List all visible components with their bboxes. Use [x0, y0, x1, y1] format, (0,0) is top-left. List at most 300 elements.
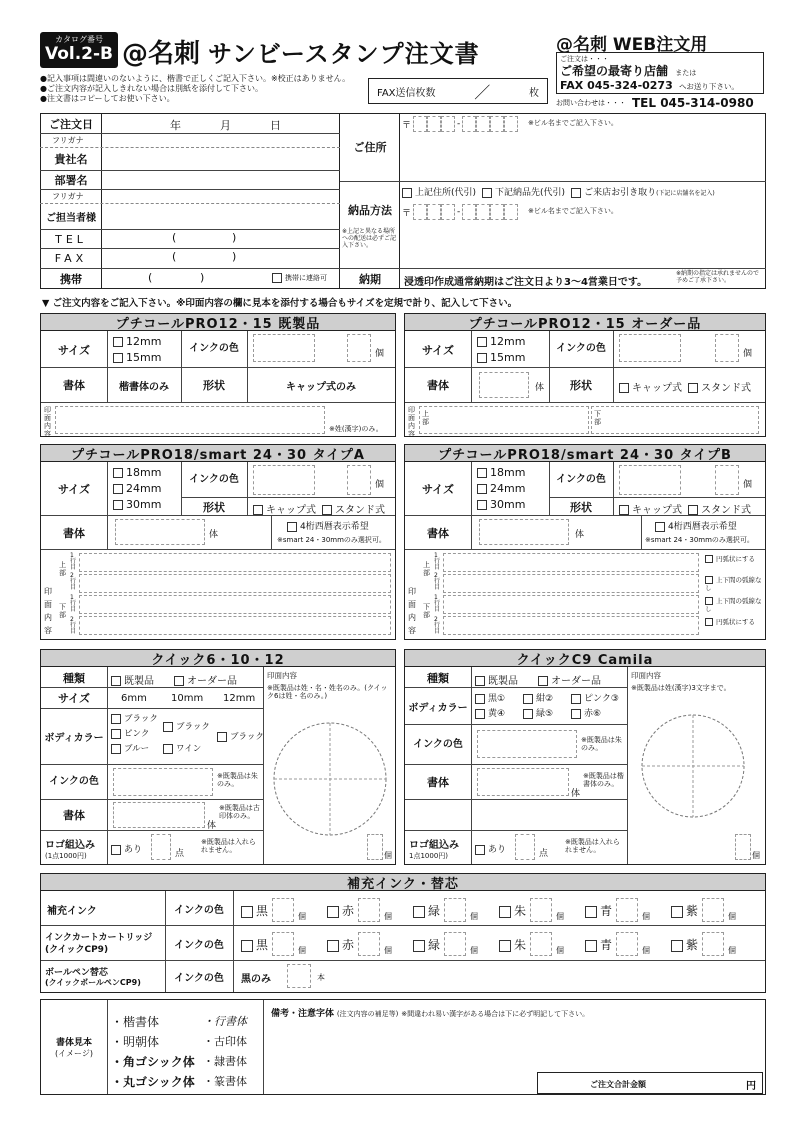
shape-cap-label: キャップ式	[632, 383, 682, 394]
color6-pink[interactable]	[111, 727, 158, 742]
mobile-contact-checkbox[interactable]	[272, 273, 282, 283]
upper-label: 上部	[423, 561, 430, 577]
fax-count-label: FAX送信枚数	[377, 87, 436, 99]
refill-qty-input[interactable]	[272, 932, 294, 956]
furigana-label-2: フリガナ	[52, 192, 84, 201]
shape-stand-checkbox[interactable]	[322, 505, 332, 515]
upper-line2-input[interactable]	[443, 574, 699, 593]
size-checkbox-15[interactable]	[477, 353, 487, 363]
size-label: サイズ	[421, 343, 455, 357]
upper-line2-input[interactable]	[79, 574, 391, 593]
size-option-18[interactable]	[113, 465, 161, 481]
print-label: 印面内容	[408, 587, 416, 635]
shape-stand-label: スタンド式	[335, 505, 385, 516]
delivery-checkbox-1[interactable]	[402, 188, 412, 198]
qty-input[interactable]	[347, 334, 371, 362]
fax-paren-close: )	[232, 250, 237, 263]
lower-line2-input[interactable]	[79, 616, 391, 635]
fax-paren-open: (	[172, 250, 177, 263]
cartridge-sub: (クイックCP9)	[45, 945, 109, 955]
size-option-30[interactable]	[477, 497, 525, 513]
remarks-sub: (注文内容の補足等)	[336, 1010, 399, 1018]
refill-color-checkbox[interactable]	[413, 906, 425, 918]
arc-checkbox-3[interactable]	[705, 597, 713, 605]
ink-input[interactable]	[619, 465, 681, 495]
size-option-12[interactable]	[477, 334, 525, 350]
refill-color-checkbox[interactable]	[671, 906, 683, 918]
font-label: 書体	[427, 526, 449, 540]
refill-color-label: 赤	[342, 904, 355, 918]
section-quick-c9-camila	[404, 649, 766, 865]
refill-color-checkbox[interactable]	[327, 940, 339, 952]
ink-label: インクの色	[556, 474, 606, 485]
remarks-label: 備考・注意字体	[271, 1009, 335, 1019]
logo-label: ロゴ組込み	[45, 840, 95, 851]
refill-qty-input[interactable]	[530, 932, 552, 956]
section-title: クイック6・10・12	[41, 650, 395, 667]
size-option-24[interactable]	[113, 481, 161, 497]
logo-qty-input[interactable]	[151, 834, 171, 860]
lower-label: 下部	[594, 410, 601, 426]
size-option-18[interactable]	[477, 465, 525, 481]
refill-qty-input[interactable]	[358, 898, 380, 922]
arc-option-2[interactable]	[705, 576, 763, 592]
font-label: 書体	[427, 776, 449, 789]
color10-wine-label: ワイン	[176, 744, 202, 754]
contact-label: お問い合わせは・・・	[556, 99, 626, 107]
cartridge-colors	[241, 932, 757, 956]
refill-qty-unit: 個	[384, 946, 393, 955]
due-text: 浸透印作成通常納期はご注文日より3～4営業日です。	[404, 277, 648, 288]
ink-label: インクの色	[413, 738, 463, 750]
refill-color-1-1[interactable]	[327, 898, 413, 922]
brand-logo: @名刺	[122, 38, 201, 69]
type-opt-order[interactable]	[538, 672, 601, 687]
address-label: ご住所	[353, 141, 387, 154]
remarks-heading	[271, 1006, 589, 1019]
size-option-15[interactable]	[113, 350, 161, 366]
color-red[interactable]	[571, 707, 627, 722]
mobile-contact-option[interactable]	[272, 273, 327, 283]
shape-opt-cap[interactable]	[253, 501, 316, 516]
color6-blue-checkbox[interactable]	[111, 744, 121, 754]
print-label: 印面内容	[408, 406, 415, 438]
refill-color-checkbox[interactable]	[499, 906, 511, 918]
refill-qty-unit: 個	[728, 912, 737, 921]
type-order-checkbox[interactable]	[174, 676, 184, 686]
ink-input[interactable]	[253, 465, 315, 495]
lower-line2-input[interactable]	[443, 616, 699, 635]
body-color-label: ボディカラー	[408, 702, 468, 714]
refill-qty-input[interactable]	[272, 898, 294, 922]
section-title: プチコールPRO12・15 オーダー品	[405, 314, 765, 331]
refill-qty-input[interactable]	[444, 932, 466, 956]
color-navy-checkbox[interactable]	[523, 694, 533, 704]
refill-color-checkbox[interactable]	[327, 906, 339, 918]
color6-blue-label: ブルー	[124, 744, 150, 754]
color6-pink-checkbox[interactable]	[111, 729, 121, 739]
stamp-circle-icon[interactable]	[271, 720, 389, 838]
building-note: ※ビル名までご記入下さい。	[528, 119, 618, 127]
refill-color-1-4[interactable]	[585, 898, 671, 922]
font-unit: 体	[571, 789, 581, 799]
postal-code[interactable]	[402, 116, 518, 132]
shape-opt-stand[interactable]	[688, 501, 751, 516]
size-checkbox-12[interactable]	[113, 337, 123, 347]
color-black[interactable]	[475, 692, 523, 707]
qty-input[interactable]	[347, 465, 371, 495]
size-checkbox-18[interactable]	[477, 468, 487, 478]
refill-qty-input[interactable]	[702, 898, 724, 922]
ink-color-label-1: インクの色	[174, 905, 224, 916]
delivery-checkbox-3[interactable]	[571, 188, 581, 198]
type-ready-checkbox[interactable]	[475, 676, 485, 686]
shape-value: キャップ式のみ	[286, 381, 356, 393]
section-title: プチコールPRO18/smart 24・30 タイプB	[405, 445, 765, 462]
upper-label: 上部	[59, 561, 66, 577]
type-ready-checkbox[interactable]	[111, 676, 121, 686]
ink-input[interactable]	[113, 768, 213, 796]
arc-option-4[interactable]	[705, 618, 763, 626]
size-checkbox-18[interactable]	[113, 468, 123, 478]
font-input[interactable]	[479, 372, 529, 398]
size-option-24[interactable]	[477, 481, 525, 497]
color-pink-checkbox[interactable]	[571, 694, 581, 704]
refill-ink-colors	[241, 898, 757, 922]
brand-title	[122, 32, 542, 70]
tel-paren-close: )	[232, 231, 237, 244]
qty-unit: 個	[743, 349, 753, 359]
mobile-paren-close: )	[200, 271, 205, 284]
delivery-postal-dash: -	[457, 207, 461, 217]
arc-checkbox-4[interactable]	[705, 618, 713, 626]
order-date-day[interactable]: 日	[270, 119, 281, 132]
arc-checkbox-1[interactable]	[705, 555, 713, 563]
total-yen: 円	[746, 1081, 756, 1092]
font-sample-reisho: ・隷書体	[203, 1055, 247, 1068]
size-option-15[interactable]	[477, 350, 525, 366]
refill-qty-input[interactable]	[702, 932, 724, 956]
fax-count-sep[interactable]: ／	[474, 82, 491, 102]
refill-qty-unit: 個	[642, 912, 651, 921]
color-red-label: 赤⑥	[584, 709, 602, 719]
order-date-year[interactable]: 年	[170, 119, 181, 132]
shape-cap-label: キャップ式	[632, 505, 682, 516]
refill-pen-unit: 本	[317, 973, 325, 982]
year-checkbox[interactable]	[287, 522, 297, 532]
refill-color-label: 緑	[428, 938, 441, 952]
refill-qty-unit: 個	[298, 946, 307, 955]
refill-qty-unit: 個	[384, 912, 393, 921]
nearest-store: ご希望の最寄り店舗	[560, 64, 669, 78]
size-checkbox-30[interactable]	[477, 500, 487, 510]
remarks-input[interactable]	[267, 1020, 763, 1070]
fax-label: FAX	[54, 252, 88, 265]
color10-black-checkbox[interactable]	[163, 722, 173, 732]
size-30-label: 30mm	[126, 498, 162, 511]
shape-opt-stand[interactable]	[322, 501, 385, 516]
color10-wine-checkbox[interactable]	[163, 744, 173, 754]
size-12: 12mm	[223, 693, 256, 704]
ink-input[interactable]	[253, 334, 315, 362]
color6-blue[interactable]	[111, 742, 158, 757]
size-30-label: 30mm	[490, 498, 526, 511]
shape-cap-checkbox[interactable]	[619, 505, 629, 515]
color6-black-label: ブラック	[124, 714, 158, 724]
ink-note: ※既製品は朱のみ。	[581, 736, 622, 752]
delivery-opt-2[interactable]	[482, 185, 565, 198]
refill-color-label: 黒	[256, 904, 269, 918]
refill-color-2-4[interactable]	[585, 932, 671, 956]
delivery-opt-1-label: 上記住所(代引)	[415, 188, 477, 198]
color-green-checkbox[interactable]	[523, 709, 533, 719]
color-navy[interactable]	[523, 692, 571, 707]
logo-option-label: あり	[124, 845, 143, 855]
upper-line2-label: 2行目	[434, 572, 441, 591]
delivery-building-note: ※ビル名までご記入下さい。	[528, 207, 618, 215]
refill-color-1-5[interactable]	[671, 898, 757, 922]
shape-cap-checkbox[interactable]	[619, 383, 629, 393]
upper-line1-label: 1行目	[434, 552, 441, 571]
shape-cap-label: キャップ式	[266, 505, 316, 516]
shape-cap-checkbox[interactable]	[253, 505, 263, 515]
mobile-paren-open: (	[148, 271, 153, 284]
color12-black-checkbox[interactable]	[217, 732, 227, 742]
lower-line1-input[interactable]	[443, 595, 699, 614]
refill-qty-unit: 個	[556, 912, 565, 921]
shape-opt-cap[interactable]	[619, 379, 682, 394]
font-unit: 体	[575, 530, 585, 540]
shape-stand-checkbox[interactable]	[688, 383, 698, 393]
size-24-label: 24mm	[126, 482, 162, 495]
arc-option-1[interactable]	[705, 555, 763, 563]
order-date-month[interactable]: 月	[220, 119, 231, 132]
ink-label: インクの色	[556, 343, 606, 354]
color-red-checkbox[interactable]	[571, 709, 581, 719]
order-date-label: ご注文日	[49, 117, 93, 131]
qty-input[interactable]	[367, 834, 383, 860]
arc-option-1-label: 円弧状にする	[716, 555, 755, 563]
refill-color-2-0[interactable]	[241, 932, 327, 956]
year-option[interactable]	[287, 519, 369, 532]
postal-mark: 〒	[402, 120, 412, 131]
order-to-label: ご注文は・・・	[560, 55, 609, 63]
refill-qty-unit: 個	[298, 912, 307, 921]
catalog-badge	[40, 32, 118, 68]
delivery-opt-1[interactable]	[402, 185, 476, 198]
size-option-12[interactable]	[113, 334, 161, 350]
refill-color-2-3[interactable]	[499, 932, 585, 956]
lower-line1-input[interactable]	[79, 595, 391, 614]
refill-color-label: 赤	[342, 938, 355, 952]
refill-color-checkbox[interactable]	[413, 940, 425, 952]
size-checkbox-24[interactable]	[477, 484, 487, 494]
refill-color-label: 朱	[514, 904, 527, 918]
color-yellow-label: 黄④	[488, 709, 506, 719]
upper-line1-input[interactable]	[443, 553, 699, 572]
color10-black[interactable]	[163, 716, 210, 738]
cartridge-label: インクカートカートリッジ	[45, 933, 153, 943]
logo-checkbox[interactable]	[475, 845, 485, 855]
refill-color-1-0[interactable]	[241, 898, 327, 922]
font-sample-kaisho: ・楷書体	[111, 1015, 160, 1029]
color10-black-label: ブラック	[176, 722, 210, 732]
color-yellow-checkbox[interactable]	[475, 709, 485, 719]
ink-input[interactable]	[619, 334, 681, 362]
qty-input[interactable]	[715, 465, 739, 495]
shape-opt-cap[interactable]	[619, 501, 682, 516]
color6-black-checkbox[interactable]	[111, 714, 121, 724]
font-sample-label	[41, 1000, 107, 1094]
delivery-opt-3[interactable]	[571, 185, 715, 198]
header-notes	[40, 74, 360, 104]
qty-unit: 個	[375, 480, 385, 490]
year-checkbox[interactable]	[655, 522, 665, 532]
color12-black[interactable]	[217, 730, 264, 742]
order-to-box	[556, 52, 764, 94]
refill-color-checkbox[interactable]	[241, 906, 253, 918]
refill-color-checkbox[interactable]	[499, 940, 511, 952]
refill-qty-input[interactable]	[616, 898, 638, 922]
size-checkbox-12[interactable]	[477, 337, 487, 347]
refill-qty-input[interactable]	[358, 932, 380, 956]
type-opt-ready[interactable]	[475, 672, 518, 687]
refill-color-checkbox[interactable]	[671, 940, 683, 952]
color6-black[interactable]	[111, 712, 158, 727]
refill-color-checkbox[interactable]	[241, 940, 253, 952]
logo-qty-input[interactable]	[515, 834, 535, 860]
refill-color-2-1[interactable]	[327, 932, 413, 956]
size-15-label: 15mm	[490, 351, 526, 364]
arc-checkbox-2[interactable]	[705, 576, 713, 584]
year-option[interactable]	[655, 519, 737, 532]
logo-checkbox[interactable]	[111, 845, 121, 855]
shape-stand-checkbox[interactable]	[688, 505, 698, 515]
dept-label: 部署名	[54, 174, 88, 187]
type-opt-ready[interactable]	[111, 672, 154, 687]
print-label: 印面内容	[267, 671, 297, 680]
shape-label: 形状	[570, 500, 592, 514]
upper-line1-input[interactable]	[79, 553, 391, 572]
logo-option[interactable]	[111, 842, 142, 855]
shape-label: 形状	[203, 379, 225, 392]
print-upper-input[interactable]	[419, 406, 589, 434]
footer	[40, 999, 766, 1095]
fax-number: FAX 045-324-0273	[560, 79, 673, 92]
lower-line1-label: 1行目	[70, 594, 77, 613]
refill-color-2-5[interactable]	[671, 932, 757, 956]
logo-option[interactable]	[475, 842, 506, 855]
type-opt-order[interactable]	[174, 672, 237, 687]
refill-qty-input[interactable]	[530, 898, 552, 922]
type-ready-label: 既製品	[124, 676, 154, 687]
postal-dash: -	[457, 119, 461, 129]
refill-color-1-2[interactable]	[413, 898, 499, 922]
font-label: 書体	[63, 379, 85, 392]
print-note: ※既製品は姓・名・姓名のみ。(クイック6は姓・名のみ。)	[267, 684, 388, 700]
color-black-checkbox[interactable]	[475, 694, 485, 704]
type-order-label: オーダー品	[187, 676, 237, 687]
year-option-label: 4桁西暦表示希望	[668, 522, 737, 532]
font-input[interactable]	[113, 802, 205, 828]
color-black-label: 黒①	[488, 694, 506, 704]
arc-option-4-label: 円弧状にする	[716, 618, 755, 626]
size-option-30[interactable]	[113, 497, 161, 513]
refill-color-checkbox[interactable]	[585, 906, 597, 918]
tel-label: TEL	[55, 232, 87, 246]
mobile-label: 携帯	[60, 273, 82, 286]
ink-label: インクの色	[189, 343, 239, 354]
color10-wine[interactable]	[163, 738, 210, 760]
font-input[interactable]	[479, 519, 569, 545]
color-yellow[interactable]	[475, 707, 523, 722]
delivery-postal-code[interactable]	[402, 204, 518, 220]
refill-color-label: 緑	[428, 904, 441, 918]
shape-opt-stand[interactable]	[688, 379, 751, 394]
font-sample-kakugothic: ・角ゴシック体	[111, 1055, 195, 1069]
total-box[interactable]	[537, 1072, 763, 1094]
refill-qty-input[interactable]	[616, 932, 638, 956]
stamp-circle-icon[interactable]	[639, 712, 747, 820]
color6-pink-label: ピンク	[124, 729, 150, 739]
web-order-label: @名刺 WEB注文用	[556, 35, 708, 55]
type-order-checkbox[interactable]	[538, 676, 548, 686]
year-note: ※smart 24・30mmのみ選択可。	[277, 536, 386, 544]
font-input[interactable]	[115, 519, 205, 545]
print-lower-input[interactable]	[591, 406, 759, 434]
lower-label: 下部	[59, 603, 66, 619]
catalog-vol: Vol.2-B	[44, 44, 114, 64]
qty-input[interactable]	[715, 334, 739, 362]
color-pink[interactable]	[571, 692, 627, 707]
refill-qty-unit: 個	[470, 912, 479, 921]
shape-stand-label: スタンド式	[701, 383, 751, 394]
delivery-checkbox-2[interactable]	[482, 188, 492, 198]
color12-black-label: ブラック	[230, 732, 264, 742]
due-note: ※納期の指定は承れませんので予めご了承下さい。	[676, 270, 760, 284]
section-petit-pro12-order	[404, 313, 766, 437]
color-green[interactable]	[523, 707, 571, 722]
refill-color-2-2[interactable]	[413, 932, 499, 956]
arc-option-3[interactable]	[705, 597, 763, 613]
size-6: 6mm	[121, 693, 147, 704]
color-pink-label: ピンク③	[584, 694, 619, 704]
refill-pen-qty-input[interactable]	[287, 964, 311, 988]
size-label: サイズ	[57, 343, 91, 357]
print-input[interactable]	[55, 406, 325, 434]
fax-count-box	[368, 78, 548, 104]
ink-color-label-2: インクの色	[174, 939, 224, 951]
refill-qty-input[interactable]	[444, 898, 466, 922]
size-checkbox-30[interactable]	[113, 500, 123, 510]
type-label: 種類	[63, 671, 85, 685]
size-12-label: 12mm	[490, 335, 526, 348]
lower-line2-label: 2行目	[70, 616, 77, 635]
font-note: ※既製品は古印体のみ。	[219, 804, 260, 820]
color-navy-label: 紺②	[536, 694, 554, 704]
company-label: 貴社名	[54, 153, 88, 166]
font-input[interactable]	[477, 768, 569, 796]
size-checkbox-24[interactable]	[113, 484, 123, 494]
section-petit-pro18-type-a	[40, 444, 396, 640]
font-note: ※既製品は楷書体のみ。	[583, 772, 624, 788]
refill-color-1-3[interactable]	[499, 898, 585, 922]
delivery-label: 納品方法	[348, 204, 392, 217]
ink-input[interactable]	[477, 730, 577, 758]
qty-input[interactable]	[735, 834, 751, 860]
size-checkbox-15[interactable]	[113, 353, 123, 363]
refill-color-checkbox[interactable]	[585, 940, 597, 952]
